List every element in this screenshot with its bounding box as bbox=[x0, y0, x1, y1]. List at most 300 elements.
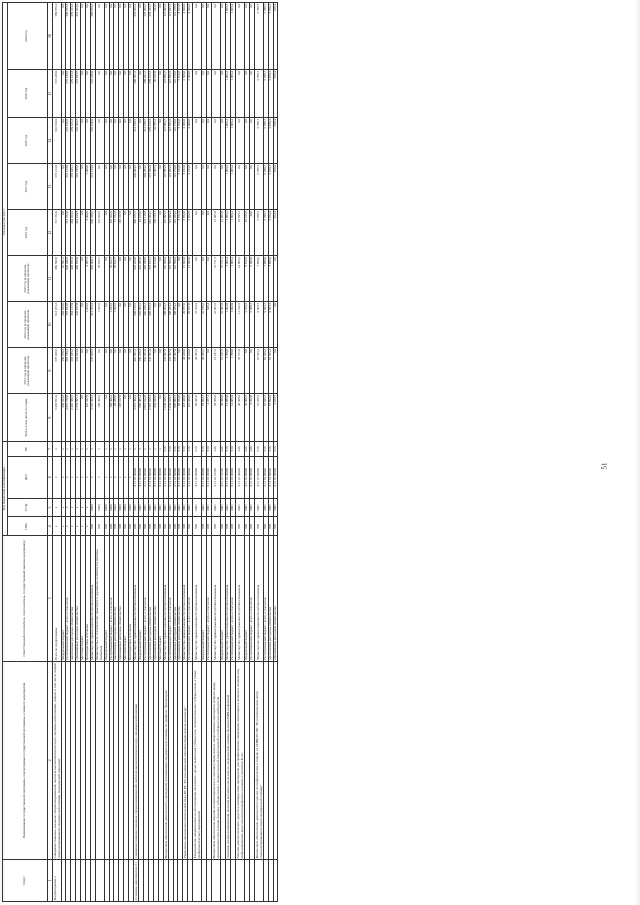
executor-cell: Республиканский бюджет - всего, в том числе: bbox=[109, 536, 114, 661]
total-cell: 198 396,3 bbox=[109, 394, 114, 442]
rzpr-cell: 0901 bbox=[183, 498, 188, 517]
rzpr-cell: 0901 bbox=[202, 498, 207, 517]
year-2020-cell: 310 463,0 bbox=[76, 3, 81, 70]
vr-cell: х bbox=[90, 442, 95, 457]
name-cell: Совершенствование оказания специализированной, включая высокотехнологичную, медицинской помощи, скорой, в том числе скорой специализированной, медицинской помощи, медицинской эвакуации bbox=[52, 661, 61, 860]
executor-cell: Министерство здравоохранения Республики Калмыкия bbox=[235, 536, 244, 661]
rzpr-cell: 0901 bbox=[178, 498, 183, 517]
header-csr: ЦСР bbox=[7, 456, 47, 498]
csr-cell: 01 2 01 00000 bbox=[153, 456, 158, 498]
year-2013-cell: 0,0 bbox=[114, 348, 119, 394]
year-2015-cell: 0,0 bbox=[129, 256, 134, 302]
year-2019-cell: 1 905,2 bbox=[230, 70, 235, 118]
year-2020-cell: 0,0 bbox=[235, 3, 244, 70]
year-2015-cell: 0,0 bbox=[193, 256, 202, 302]
vr-cell: 610 bbox=[273, 442, 278, 457]
year-2019-cell: 0,0 bbox=[95, 70, 104, 118]
year-2014-cell: 0,0 bbox=[273, 302, 278, 348]
table-header bbox=[3, 3, 53, 902]
column-number-cell: 7 bbox=[47, 442, 52, 457]
rzpr-cell: 0901 bbox=[168, 498, 173, 517]
year-2013-cell: 0,0 bbox=[119, 348, 124, 394]
executor-cell: Министерство здравоохранения Республики Калмыкия bbox=[134, 536, 139, 661]
vr-cell: 610 bbox=[173, 442, 178, 457]
executor-cell: принимаемые расходные обязательства bbox=[178, 536, 183, 661]
year-2013-cell: 137 507,9 bbox=[163, 348, 168, 394]
year-2019-cell: 818,4 bbox=[273, 70, 278, 118]
year-2014-cell: 913 073,3 bbox=[90, 302, 95, 348]
year-2020-cell: 0,0 bbox=[158, 3, 163, 70]
year-2019-cell: 0,0 bbox=[244, 70, 249, 118]
rzpr-cell: 0901 bbox=[139, 498, 144, 517]
year-2016-cell: 717 372,0 bbox=[52, 210, 61, 256]
rzpr-cell: 0900 bbox=[95, 498, 104, 517]
csr-cell: 01 2 01 00000 bbox=[158, 456, 163, 498]
year-2016-cell: 40,0 bbox=[249, 210, 254, 256]
executor-cell: Республиканский бюджет - всего, в том числе: bbox=[263, 536, 268, 661]
table-row bbox=[95, 3, 104, 902]
executor-cell: заключенные расходные обязательства bbox=[114, 536, 119, 661]
vr-cell: 610 bbox=[225, 442, 230, 457]
year-2019-cell: 5 616,8 bbox=[178, 70, 183, 118]
csr-cell: 01 2 01 00000 bbox=[193, 456, 202, 498]
year-2019-cell: 299 661,2 bbox=[134, 70, 139, 118]
year-2015-cell: 78 622,7 bbox=[95, 256, 104, 302]
header-2013: 2013 год (в пределах реализации проектов) bbox=[7, 348, 47, 394]
year-2014-cell: 913 973,3 bbox=[52, 302, 61, 348]
executor-cell: Внебюджетные источники bbox=[86, 536, 91, 661]
year-2016-cell: 0,0 bbox=[129, 210, 134, 256]
year-2018-cell: 545 919,9 bbox=[66, 118, 71, 164]
year-2019-cell: 0,0 bbox=[61, 70, 66, 118]
name-cell: Совершенствование оказания специализированной, включая высокотехнологичную, медицинской помощи bbox=[134, 661, 139, 860]
column-number-cell: 4 bbox=[47, 517, 52, 536]
csr-cell: 01 2 01 00000 bbox=[163, 456, 168, 498]
year-2014-cell: 22 601,6 bbox=[212, 302, 221, 348]
executor-cell: Министерство по строительству, транспорту и дорожному хозяйству Республики Калмыкия bbox=[95, 536, 104, 661]
total-cell: 30 886,7 bbox=[244, 394, 249, 442]
name-cell: Мероприятия, направленные на обследование населения с целью выявления туберкулеза, лечения больных туберкулезом, а также профилактических мероприятий bbox=[193, 661, 202, 860]
year-2014-cell: 0,0 bbox=[104, 302, 109, 348]
rzpr-cell: х bbox=[71, 498, 76, 517]
year-2014-cell: 707 955,8 bbox=[66, 302, 71, 348]
csr-cell: 01 2 01 00000 bbox=[188, 456, 193, 498]
grbs-cell: 848 bbox=[95, 517, 104, 536]
year-2019-cell: 0,0 bbox=[249, 70, 254, 118]
year-2013-cell: 678 028,5 bbox=[90, 348, 95, 394]
page-number: 51 bbox=[600, 462, 609, 470]
year-2020-cell: 5 970,3 bbox=[268, 3, 273, 70]
year-2016-cell: 6 788,7 bbox=[254, 210, 263, 256]
year-2019-cell: 1 905,2 bbox=[225, 70, 230, 118]
year-2017-cell: 304 484,3 bbox=[134, 164, 139, 210]
year-2020-cell: 279 413,3 bbox=[148, 3, 153, 70]
csr-cell: х bbox=[61, 456, 66, 498]
year-2014-cell: 1 293,5 bbox=[114, 302, 119, 348]
year-2018-cell: 127 895,6 bbox=[168, 118, 173, 164]
year-2018-cell: 818,4 bbox=[273, 118, 278, 164]
year-2018-cell: 0,0 bbox=[114, 118, 119, 164]
grbs-cell: 848 bbox=[168, 517, 173, 536]
grbs-cell: 848 bbox=[124, 517, 129, 536]
year-2018-cell: 314 198,5 bbox=[144, 118, 149, 164]
vr-cell: 610 bbox=[207, 442, 212, 457]
year-2017-cell: 0,0 bbox=[193, 164, 202, 210]
year-2013-cell: 332 561,9 bbox=[144, 348, 149, 394]
status-cell bbox=[273, 860, 278, 902]
year-2017-cell: 3 252,0 bbox=[183, 164, 188, 210]
year-2020-cell: 127 895,6 bbox=[168, 3, 173, 70]
year-2016-cell: 118 463,5 bbox=[109, 210, 114, 256]
year-2013-cell: 0,0 bbox=[86, 348, 91, 394]
grbs-cell: 848 bbox=[129, 517, 134, 536]
year-2013-cell: 13 231,5 bbox=[212, 348, 221, 394]
rzpr-cell: 0900 bbox=[114, 498, 119, 517]
year-2017-cell: 0,0 bbox=[207, 164, 212, 210]
year-2016-cell: 127 895,6 bbox=[168, 210, 173, 256]
csr-cell: 01 2 01 51740 bbox=[221, 456, 226, 498]
year-2020-cell: 0,0 bbox=[193, 3, 202, 70]
year-2016-cell: 123 284,2 bbox=[173, 210, 178, 256]
header-2018: 2018 год bbox=[7, 118, 47, 164]
year-2020-cell: 818,4 bbox=[273, 3, 278, 70]
year-2014-cell: 0,0 bbox=[81, 302, 86, 348]
csr-cell: 01 2 01 00000 bbox=[230, 456, 235, 498]
executor-cell: Федеральный бюджет bbox=[61, 536, 66, 661]
year-2020-cell: 279 956,3 bbox=[144, 3, 149, 70]
rzpr-cell: 0901 bbox=[230, 498, 235, 517]
year-2016-cell: 0,0 bbox=[158, 210, 163, 256]
year-2015-cell: 14 806,5 bbox=[235, 256, 244, 302]
year-2015-cell: 78 622,7 bbox=[114, 256, 119, 302]
year-2015-cell: 670 424,8 bbox=[134, 256, 139, 302]
csr-cell: 01 2 01 00000 bbox=[268, 456, 273, 498]
rzpr-cell: х bbox=[81, 498, 86, 517]
total-cell: 2 401 388,7 bbox=[71, 394, 76, 442]
year-2013-cell: 491 841,2 bbox=[134, 348, 139, 394]
header-executor: Ответственный исполнитель, соисполнитель, государственный заказчик-координатор bbox=[3, 536, 48, 661]
executor-cell: Местный бюджет bbox=[124, 536, 129, 661]
year-2014-cell: 29 877,0 bbox=[188, 302, 193, 348]
header-rzpr: Рз Пр bbox=[7, 498, 47, 517]
column-number-cell: 2 bbox=[47, 661, 52, 860]
status-cell: Основное мероприятие 2.1 bbox=[134, 861, 139, 901]
executor-cell: Республиканский бюджет - всего, в том числе: bbox=[168, 536, 173, 661]
total-cell: 61 835,3 bbox=[263, 394, 268, 442]
year-2017-cell: 1 905,2 bbox=[230, 164, 235, 210]
year-2020-cell: 0,0 bbox=[104, 3, 109, 70]
year-2017-cell: 3 252,0 bbox=[188, 164, 193, 210]
year-2014-cell: 0,0 bbox=[129, 302, 134, 348]
total-cell: 50 634,6 bbox=[178, 394, 183, 442]
rzpr-cell: 0901 bbox=[158, 498, 163, 517]
year-2014-cell: 699 156,5 bbox=[134, 302, 139, 348]
executor-cell: Местный бюджет bbox=[158, 536, 163, 661]
csr-cell: х bbox=[66, 456, 71, 498]
name-cell: Финансовое обеспечение деятельности учреждений, оказывающих медицинскую помощь по профилю "фтизиатрия" bbox=[163, 661, 168, 860]
year-2015-cell: 125 599,3 bbox=[163, 256, 168, 302]
year-2018-cell: 0,0 bbox=[235, 118, 244, 164]
year-2013-cell: 10 625,3 bbox=[263, 348, 268, 394]
rzpr-cell: х bbox=[61, 498, 66, 517]
year-2016-cell: 6 788,7 bbox=[263, 210, 268, 256]
column-number-cell: 3 bbox=[47, 536, 52, 661]
csr-cell: 01 2 01 00000 bbox=[202, 456, 207, 498]
year-2015-cell: 448 038,0 bbox=[144, 256, 149, 302]
status-cell bbox=[235, 860, 244, 902]
year-2018-cell: 0,0 bbox=[139, 118, 144, 164]
year-2015-cell: 1 905,2 bbox=[230, 256, 235, 302]
year-2014-cell: 26 679,2 bbox=[202, 302, 207, 348]
grbs-cell: х bbox=[71, 517, 76, 536]
year-2013-cell: 0,0 bbox=[249, 348, 254, 394]
year-2016-cell: 0,0 bbox=[61, 210, 66, 256]
rzpr-cell: 0900 bbox=[119, 498, 124, 517]
executor-cell: Республиканский бюджет - всего, в том числе: bbox=[207, 536, 212, 661]
grbs-cell: 848 bbox=[163, 517, 168, 536]
year-2013-cell: 137 507,9 bbox=[173, 348, 178, 394]
year-2018-cell: 6 788,7 bbox=[254, 118, 263, 164]
vr-cell: х bbox=[66, 442, 71, 457]
executor-cell: Федеральный бюджет bbox=[221, 536, 226, 661]
year-2019-cell: 279 413,3 bbox=[148, 70, 153, 118]
vr-cell: 610 bbox=[188, 442, 193, 457]
total-cell: 988 886,1 bbox=[173, 394, 178, 442]
year-2013-cell: 0,0 bbox=[207, 348, 212, 394]
year-2013-cell: 518 749,2 bbox=[66, 348, 71, 394]
csr-cell: 01 2 01 00000 bbox=[183, 456, 188, 498]
rzpr-cell: 0900 bbox=[90, 498, 95, 517]
year-2016-cell: 0,0 bbox=[193, 210, 202, 256]
year-2019-cell: 0,0 bbox=[104, 70, 109, 118]
rzpr-cell: 0901 bbox=[254, 498, 263, 517]
year-2015-cell: 125 599,3 bbox=[168, 256, 173, 302]
total-cell: 1 039 520,7 bbox=[163, 394, 168, 442]
executor-cell: Республиканский бюджет - всего, в том числе: bbox=[66, 536, 71, 661]
vr-cell: х bbox=[52, 442, 61, 457]
grbs-cell: 848 bbox=[254, 517, 263, 536]
year-2017-cell: 0,0 bbox=[61, 164, 66, 210]
year-2014-cell: 1 293,5 bbox=[109, 302, 114, 348]
year-2014-cell: 204 553,0 bbox=[61, 302, 66, 348]
rzpr-cell: 0901 bbox=[193, 498, 202, 517]
year-2019-cell: 0,0 bbox=[207, 70, 212, 118]
column-number-cell: 1 bbox=[47, 860, 52, 902]
column-number-cell: 9 bbox=[47, 348, 52, 394]
year-2015-cell: 78 622,7 bbox=[109, 256, 114, 302]
year-2019-cell: 0,0 bbox=[139, 70, 144, 118]
year-2015-cell: 0,0 bbox=[104, 256, 109, 302]
column-number-cell: 16 bbox=[47, 3, 52, 70]
year-2019-cell: 0,0 bbox=[124, 70, 129, 118]
rzpr-cell: х bbox=[52, 498, 61, 517]
year-2018-cell: 6 788,7 bbox=[263, 118, 268, 164]
year-2016-cell: 814,3 bbox=[273, 210, 278, 256]
total-cell: 61 835,3 bbox=[254, 394, 263, 442]
year-2017-cell: 0,0 bbox=[244, 164, 249, 210]
year-2014-cell: 0,0 bbox=[124, 302, 129, 348]
year-2017-cell: 127 895,6 bbox=[168, 164, 173, 210]
year-2014-cell: 0,0 bbox=[153, 302, 158, 348]
year-2017-cell: 5 616,8 bbox=[178, 164, 183, 210]
rzpr-cell: 0901 bbox=[263, 498, 268, 517]
executor-cell: Министерство здравоохранения Республики Калмыкия bbox=[163, 536, 168, 661]
executor-cell: заключенные расходные обязательства bbox=[173, 536, 178, 661]
year-2017-cell: 0,0 bbox=[95, 164, 104, 210]
column-number-cell: 15 bbox=[47, 70, 52, 118]
year-2013-cell: 0,0 bbox=[104, 348, 109, 394]
year-2015-cell: 1 905,2 bbox=[225, 256, 230, 302]
header-2019: 2019 год bbox=[7, 70, 47, 118]
year-2015-cell: 980 698,8 bbox=[52, 256, 61, 302]
vr-cell: 610 bbox=[263, 442, 268, 457]
year-2019-cell: 257 835,6 bbox=[76, 70, 81, 118]
year-2018-cell: 0,0 bbox=[249, 118, 254, 164]
year-2017-cell: 6 788,7 bbox=[254, 164, 263, 210]
executor-cell: Республиканский бюджет - всего, в том числе: bbox=[230, 536, 235, 661]
executor-cell: заключенные расходные обязательства bbox=[71, 536, 76, 661]
total-cell: 14 985,9 bbox=[225, 394, 230, 442]
grbs-cell: 848 bbox=[235, 517, 244, 536]
year-2013-cell: 43 220,0 bbox=[188, 348, 193, 394]
year-2015-cell: 7 880,0 bbox=[268, 256, 273, 302]
year-2019-cell: 537 248,9 bbox=[66, 70, 71, 118]
column-number-cell: 14 bbox=[47, 118, 52, 164]
year-2013-cell: 332 561,9 bbox=[148, 348, 153, 394]
total-cell: 5 270 454,7 bbox=[90, 394, 95, 442]
year-2015-cell: 90 124,9 bbox=[153, 256, 158, 302]
year-2018-cell: 0,0 bbox=[95, 118, 104, 164]
year-2013-cell: 137 507,9 bbox=[168, 348, 173, 394]
executor-cell: принимаемые расходные обязательства bbox=[153, 536, 158, 661]
vr-cell: х bbox=[129, 442, 134, 457]
executor-cell: Министерство здравоохранения Республики Калмыкия bbox=[225, 536, 230, 661]
year-2019-cell: 0,0 bbox=[212, 70, 221, 118]
year-2017-cell: 0,0 bbox=[235, 164, 244, 210]
vr-cell: х bbox=[104, 442, 109, 457]
year-2020-cell: 0,0 bbox=[212, 3, 221, 70]
total-cell: 254 644,6 bbox=[153, 394, 158, 442]
year-2013-cell: 36 571,8 bbox=[235, 348, 244, 394]
total-cell: 0,0 bbox=[129, 394, 134, 442]
vr-cell: х bbox=[144, 442, 149, 457]
year-2013-cell: 159 279,3 bbox=[139, 348, 144, 394]
vr-cell: х bbox=[76, 442, 81, 457]
grbs-cell: 848 bbox=[158, 517, 163, 536]
year-2017-cell: 573 213,9 bbox=[52, 164, 61, 210]
year-2017-cell: 27 087,4 bbox=[153, 164, 158, 210]
csr-cell: 01 2 01 00000 bbox=[235, 456, 244, 498]
year-2016-cell: 0,0 bbox=[207, 210, 212, 256]
csr-cell: х bbox=[119, 456, 124, 498]
csr-cell: х bbox=[76, 456, 81, 498]
year-2013-cell: 0,0 bbox=[129, 348, 134, 394]
year-2017-cell: 301 768,8 bbox=[76, 164, 81, 210]
total-cell: 118 430,0 bbox=[188, 394, 193, 442]
year-2013-cell: 0,0 bbox=[95, 348, 104, 394]
year-2013-cell: 265 925,3 bbox=[71, 348, 76, 394]
vr-cell: х bbox=[61, 442, 66, 457]
header-2015: 2015 год (в пределах реализации проектов) bbox=[7, 256, 47, 302]
year-2018-cell: 34 785,2 bbox=[153, 118, 158, 164]
year-2016-cell: 118 463,5 bbox=[95, 210, 104, 256]
year-2014-cell: 9 503,7 bbox=[254, 302, 263, 348]
csr-cell: 01 2 01 00000 bbox=[178, 456, 183, 498]
total-cell: 57 864,6 bbox=[268, 394, 273, 442]
year-2013-cell: 0,0 bbox=[178, 348, 183, 394]
csr-cell: 01 2 01 51740 bbox=[212, 456, 221, 498]
year-2015-cell: 480 858,9 bbox=[76, 256, 81, 302]
year-2015-cell: 222 386,8 bbox=[139, 256, 144, 302]
year-2014-cell: 27 325,5 bbox=[193, 302, 202, 348]
year-2018-cell: 4 000,0 bbox=[183, 118, 188, 164]
year-2016-cell: 0,0 bbox=[202, 210, 207, 256]
year-2019-cell: 0,0 bbox=[119, 70, 124, 118]
year-2016-cell: 372 118,8 bbox=[144, 210, 149, 256]
rzpr-cell: 0901 bbox=[244, 498, 249, 517]
header-budget-classification: Код бюджетной классификации bbox=[3, 442, 8, 536]
total-cell: 599 481,4 bbox=[139, 394, 144, 442]
year-2020-cell: 0,0 bbox=[86, 3, 91, 70]
vr-cell: 240 bbox=[235, 442, 244, 457]
year-2013-cell: 0,0 bbox=[273, 348, 278, 394]
table-row bbox=[254, 3, 263, 902]
column-number-cell: 11 bbox=[47, 256, 52, 302]
grbs-cell: 848 bbox=[193, 517, 202, 536]
total-cell: 14 985,9 bbox=[230, 394, 235, 442]
rzpr-cell: 0901 bbox=[163, 498, 168, 517]
year-2013-cell: 29 285,5 bbox=[193, 348, 202, 394]
year-2014-cell: 1 464,5 bbox=[86, 302, 91, 348]
vr-cell: 610 bbox=[178, 442, 183, 457]
year-2020-cell: 0,0 bbox=[221, 3, 226, 70]
year-2018-cell: 4 000,0 bbox=[188, 118, 193, 164]
year-2018-cell: 266 506,6 bbox=[76, 118, 81, 164]
year-2020-cell: 0,0 bbox=[207, 3, 212, 70]
header-2020: 2020 год bbox=[7, 3, 47, 70]
year-2014-cell: 496 250,3 bbox=[148, 302, 153, 348]
year-2015-cell: 0,0 bbox=[124, 256, 129, 302]
year-2019-cell: 0,0 bbox=[129, 70, 134, 118]
grbs-cell: 848 bbox=[173, 517, 178, 536]
total-cell: 2 556 391,1 bbox=[76, 394, 81, 442]
year-2013-cell: 0,0 bbox=[158, 348, 163, 394]
csr-cell: х bbox=[95, 456, 104, 498]
total-cell: 93 288,5 bbox=[114, 394, 119, 442]
vr-cell: х bbox=[109, 442, 114, 457]
year-2018-cell: 279 413,3 bbox=[148, 118, 153, 164]
year-2014-cell: 22 601,6 bbox=[221, 302, 226, 348]
year-2016-cell: 13 372,3 bbox=[114, 210, 119, 256]
executor-cell: Министерство здравоохранения Республики Калмыкия bbox=[254, 536, 263, 661]
name-cell: Финансовое обеспечение закупок антибактериальных и противотуберкулезных лекарственных препаратов (второго ряда), применяемых при лечении больных туберкулезом с множественной лекарственной устойчивостью возбудителя bbox=[212, 661, 221, 860]
grbs-cell: 848 bbox=[249, 517, 254, 536]
grbs-cell: 848 bbox=[119, 517, 124, 536]
grbs-cell: 848 bbox=[244, 517, 249, 536]
year-2016-cell: 713 372,0 bbox=[66, 210, 71, 256]
year-2014-cell: 9 503,7 bbox=[263, 302, 268, 348]
year-2017-cell: 0,0 bbox=[109, 164, 114, 210]
year-2019-cell: 0,0 bbox=[109, 70, 114, 118]
executor-cell: принимаемые расходные обязательства bbox=[119, 536, 124, 661]
rzpr-cell: 0901 bbox=[207, 498, 212, 517]
csr-cell: 01 2 01 00000 bbox=[225, 456, 230, 498]
year-2013-cell: 10 625,3 bbox=[254, 348, 263, 394]
year-2020-cell: 589 876,3 bbox=[66, 3, 71, 70]
total-cell: 198 396,3 bbox=[95, 394, 104, 442]
year-2020-cell: 0,0 bbox=[95, 3, 104, 70]
year-2017-cell: 1 905,2 bbox=[225, 164, 230, 210]
